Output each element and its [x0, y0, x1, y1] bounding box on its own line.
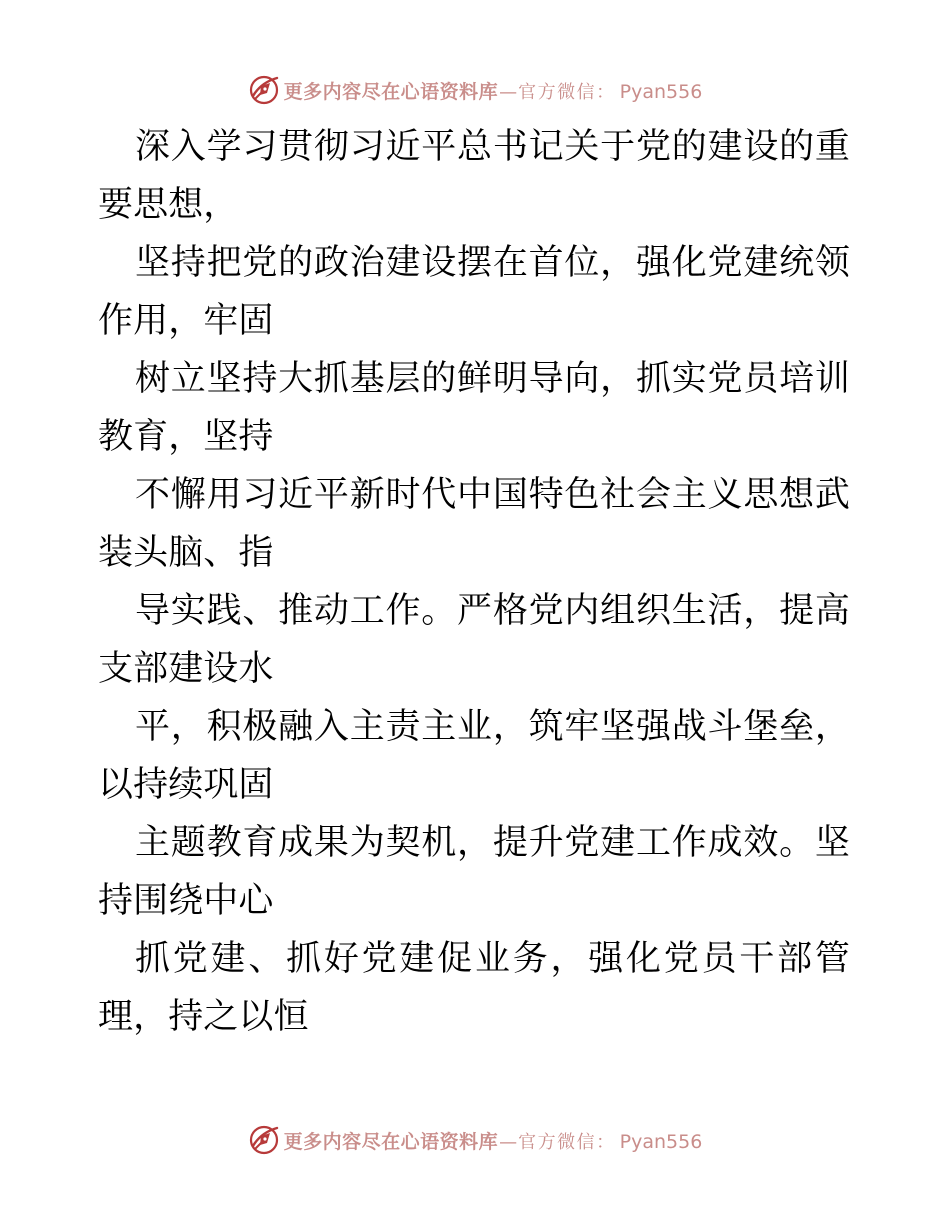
body-paragraph-2: 坚持把党的政治建设摆在首位，强化党建统领作用，牢固 [98, 243, 850, 341]
body-paragraph-8: 抓党建、抓好党建促业务，强化党员干部管理，持之以恒 [98, 939, 850, 1037]
body-paragraph-7: 主题教育成果为契机，提升党建工作成效。坚持围绕中心 [98, 823, 850, 921]
footer-banner [0, 1120, 950, 1160]
body-paragraph-6: 平，积极融入主责主业，筑牢坚强战斗堡垒，以持续巩固 [98, 707, 850, 805]
document-body [98, 118, 850, 1046]
header-wechat-label: 官方微信： [518, 81, 616, 103]
header-dash: — [499, 81, 518, 103]
pen-nib-circle-icon [248, 1124, 280, 1156]
footer-brand-text: 更多内容尽在心语资料库 [283, 1130, 499, 1153]
pen-nib-circle-icon [248, 74, 280, 106]
footer-wechat-id: Pyan556 [619, 1130, 703, 1153]
header-banner [0, 70, 950, 110]
body-paragraph-3: 树立坚持大抓基层的鲜明导向，抓实党员培训教育，坚持 [98, 359, 850, 457]
header-wechat-id: Pyan556 [619, 80, 703, 103]
body-paragraph-5: 导实践、推动工作。严格党内组织生活，提高支部建设水 [98, 591, 850, 689]
body-paragraph-1: 深入学习贯彻习近平总书记关于党的建设的重要思想， [98, 127, 850, 225]
body-paragraph-4: 不懈用习近平新时代中国特色社会主义思想武装头脑、指 [98, 475, 850, 573]
header-brand-text: 更多内容尽在心语资料库 [283, 80, 499, 103]
footer-wechat-label: 官方微信： [518, 1131, 616, 1153]
footer-dash: — [499, 1131, 518, 1153]
